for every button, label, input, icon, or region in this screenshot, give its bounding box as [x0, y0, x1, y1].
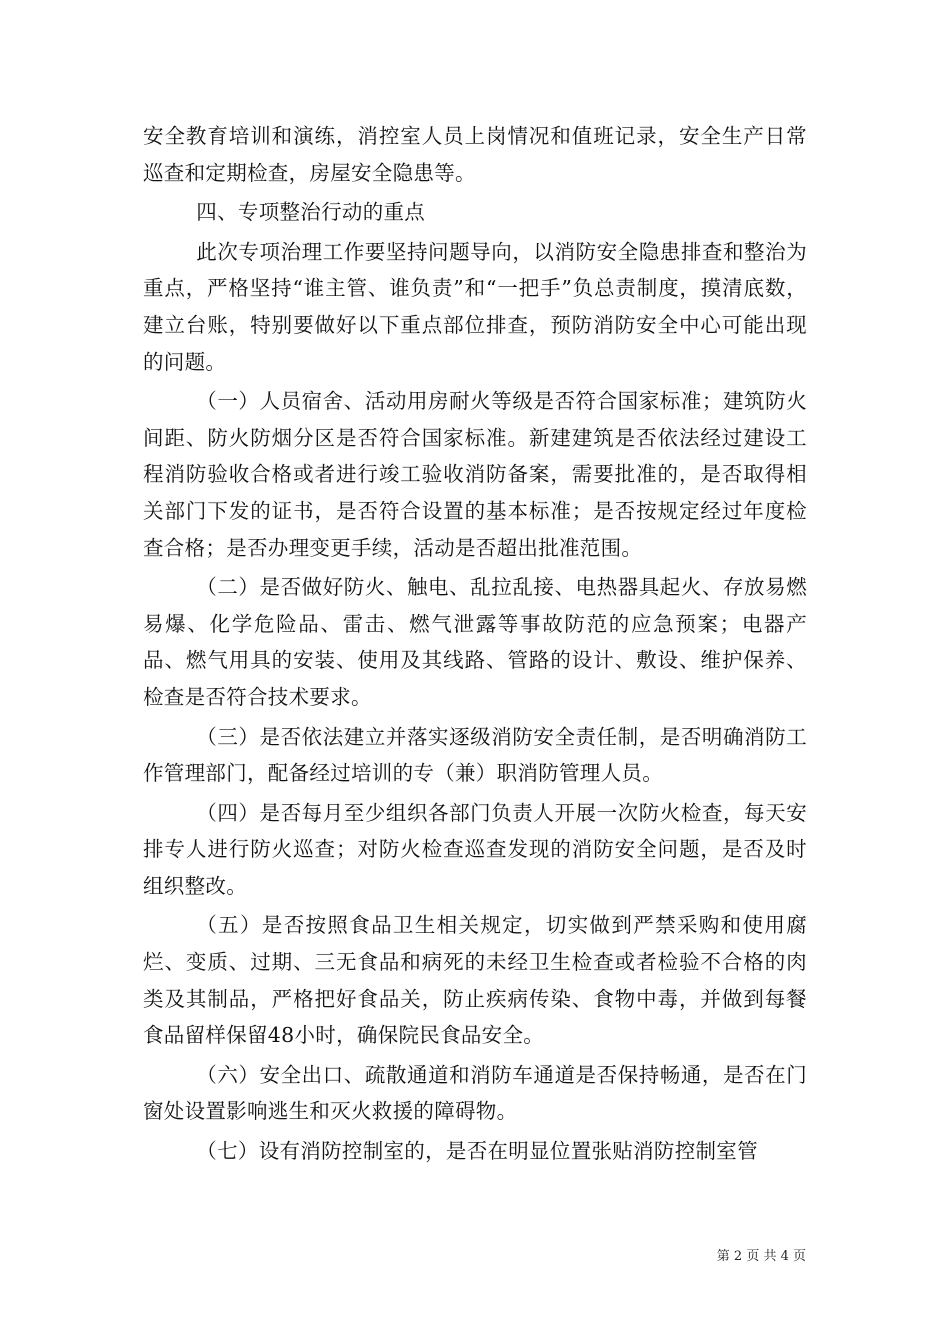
paragraph-item-3: （三）是否依法建立并落实逐级消防安全责任制，是否明确消防工作管理部门，配备经过培训的专（兼）职消防管理人员。 — [143, 724, 807, 786]
page-number: 第 2 页 共 4 页 — [716, 1249, 806, 1264]
document-body — [143, 118, 807, 1170]
paragraph-item-1: （一）人员宿舍、活动用房耐火等级是否符合国家标准；建筑防火间距、防火防烟分区是否符合国家标准。新建建筑是否依法经过建设工程消防验收合格或者进行竣工验收消防备案，需要批准的，是否取得相关部门下发的证书，是否符合设置的基本标准；是否按规定经过年度检查合格；是否办理变更手续，活动是否超出批准范围。 — [143, 389, 807, 560]
section-heading: 四、专项整治行动的重点 — [196, 200, 426, 225]
paragraph-item-7: （七）设有消防控制室的，是否在明显位置张贴消防控制室管 — [196, 1139, 758, 1164]
paragraph-item-5: （五）是否按照食品卫生相关规定，切实做到严禁采购和使用腐烂、变质、过期、三无食品和病死的未经卫生检查或者检验不合格的肉类及其制品，严格把好食品关，防止疾病传染、食物中毒，并做到每餐食品留样保留48小时，确保院民食品安全。 — [143, 913, 807, 1048]
paragraph-intro: 此次专项治理工作要坚持问题导向，以消防安全隐患排查和整治为重点，严格坚持“谁主管、谁负责”和“一把手”负总责制度，摸清底数，建立台账，特别要做好以下重点部位排查，预防消防安全中心可能出现的问题。 — [143, 239, 807, 374]
paragraph-item-6: （六）安全出口、疏散通道和消防车通道是否保持畅通，是否在门窗处设置影响逃生和灭火救援的障碍物。 — [143, 1062, 807, 1124]
paragraph-item-4: （四）是否每月至少组织各部门负责人开展一次防火检查，每天安排专人进行防火巡查；对防火检查巡查发现的消防安全问题，是否及时组织整改。 — [143, 800, 807, 898]
paragraph-continuation: 安全教育培训和演练，消控室人员上岗情况和值班记录，安全生产日常巡查和定期检查，房屋安全隐患等。 — [143, 124, 807, 185]
paragraph-item-2: （二）是否做好防火、触电、乱拉乱接、电热器具起火、存放易燃易爆、化学危险品、雷击、燃气泄露等事故防范的应急预案；电器产品、燃气用具的安装、使用及其线路、管路的设计、敷设、维护保养、检查是否符合技术要求。 — [143, 575, 807, 709]
